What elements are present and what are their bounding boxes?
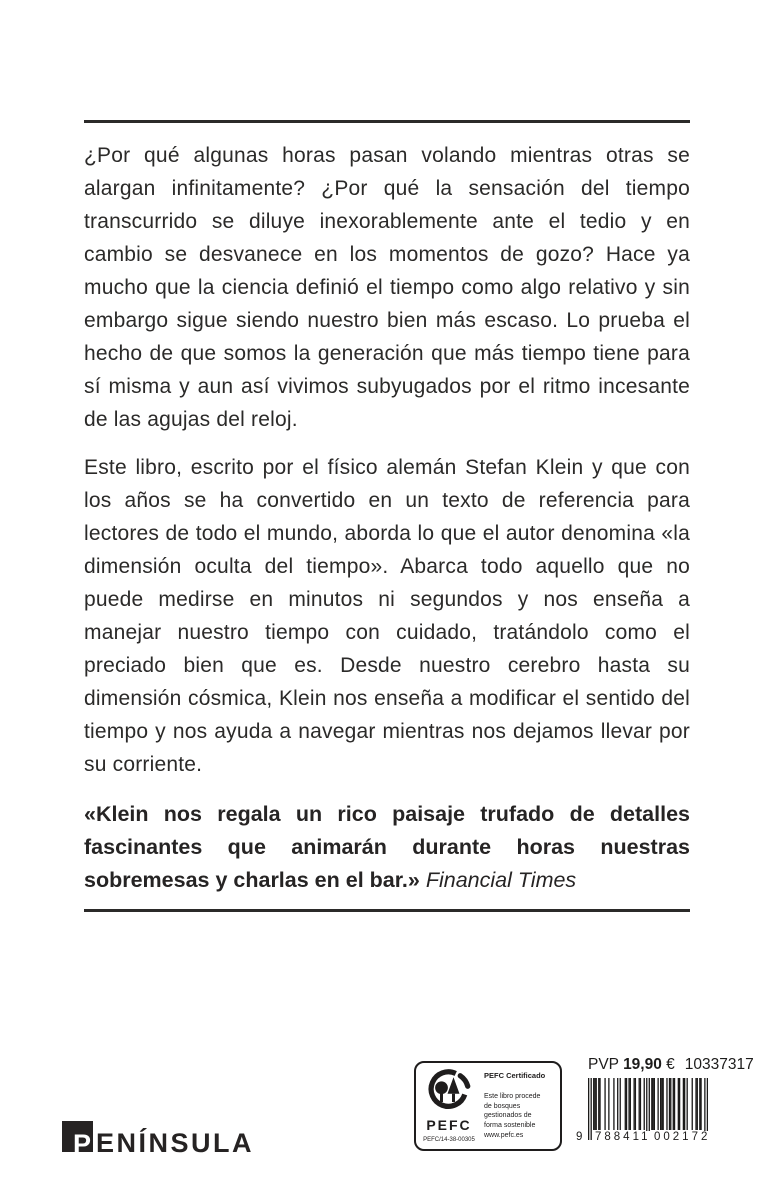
pefc-license-number: PEFC/14-38-00305 bbox=[423, 1137, 475, 1143]
publisher-initial: P bbox=[72, 1129, 91, 1159]
press-quote bbox=[84, 798, 690, 897]
pefc-title: PEFC Certificado bbox=[484, 1071, 546, 1080]
pefc-left-column bbox=[416, 1063, 482, 1149]
press-quote-text: «Klein nos regala un rico paisaje trufado de detalles fascinantes que animarán durante horas nuestras sobremesas y charlas en el bar.» bbox=[84, 802, 690, 892]
pefc-right-column bbox=[482, 1063, 560, 1149]
barcode-digit-first: 9 bbox=[576, 1131, 583, 1143]
barcode-digits-right: 002172 bbox=[654, 1131, 711, 1143]
pefc-description: Este libro procede de bosques gestionados de forma sostenible bbox=[484, 1093, 541, 1129]
synopsis-paragraph-2: Este libro, escrito por el físico alemán Stefan Klein y que con los años se ha convertido en un texto de referencia para lectores de todo el mundo, aborda lo que el autor denomina «la dimensión oculta del tiempo». Abarca todo aquello que no puede medirse en minutos ni segundos y nos enseña a manejar nuestro tiempo con cuidado, tratándolo como el preciado bien que es. Desde nuestro cerebro hasta su dimensión cósmica, Klein nos enseña a modificar el sentido del tiempo y nos ayuda a navegar mientras nos dejamos llevar por su corriente. bbox=[84, 456, 690, 776]
pefc-logo-icon bbox=[426, 1069, 472, 1116]
text-column bbox=[84, 120, 690, 912]
publisher-logo-square bbox=[62, 1121, 93, 1159]
top-divider-rule bbox=[84, 120, 690, 123]
barcode-digits-left: 788411 bbox=[595, 1131, 651, 1143]
publisher-logo bbox=[62, 1121, 255, 1159]
bottom-divider-rule bbox=[84, 909, 690, 912]
pefc-url: www.pefc.es bbox=[484, 1132, 524, 1139]
price-amount: 19,90 bbox=[623, 1056, 662, 1073]
price-line bbox=[588, 1056, 754, 1074]
pefc-wordmark: PEFC bbox=[426, 1117, 472, 1133]
pefc-certification-label bbox=[414, 1061, 562, 1151]
publisher-name: ENÍNSULA bbox=[96, 1128, 255, 1158]
price-label: PVP bbox=[588, 1056, 619, 1073]
price-currency: € bbox=[666, 1056, 675, 1073]
press-quote-source: Financial Times bbox=[425, 868, 577, 892]
synopsis-paragraph-1: ¿Por qué algunas horas pasan volando mientras otras se alargan infinitamente? ¿Por qué la sensación del tiempo transcurrido se diluye inexorablemente ante el tedio y en cambio se desvanece en los momentos de gozo? Hace ya mucho que la ciencia definió el tiempo como algo relativo y sin embargo sigue siendo nuestro bien más escaso. Lo prueba el hecho de que somos la generación que más tiempo tiene para sí misma y aun así vivimos subyugados por el ritmo incesante de las agujas del reloj. bbox=[84, 144, 690, 431]
price-item-code: 10337317 bbox=[684, 1056, 754, 1073]
barcode bbox=[576, 1078, 711, 1144]
